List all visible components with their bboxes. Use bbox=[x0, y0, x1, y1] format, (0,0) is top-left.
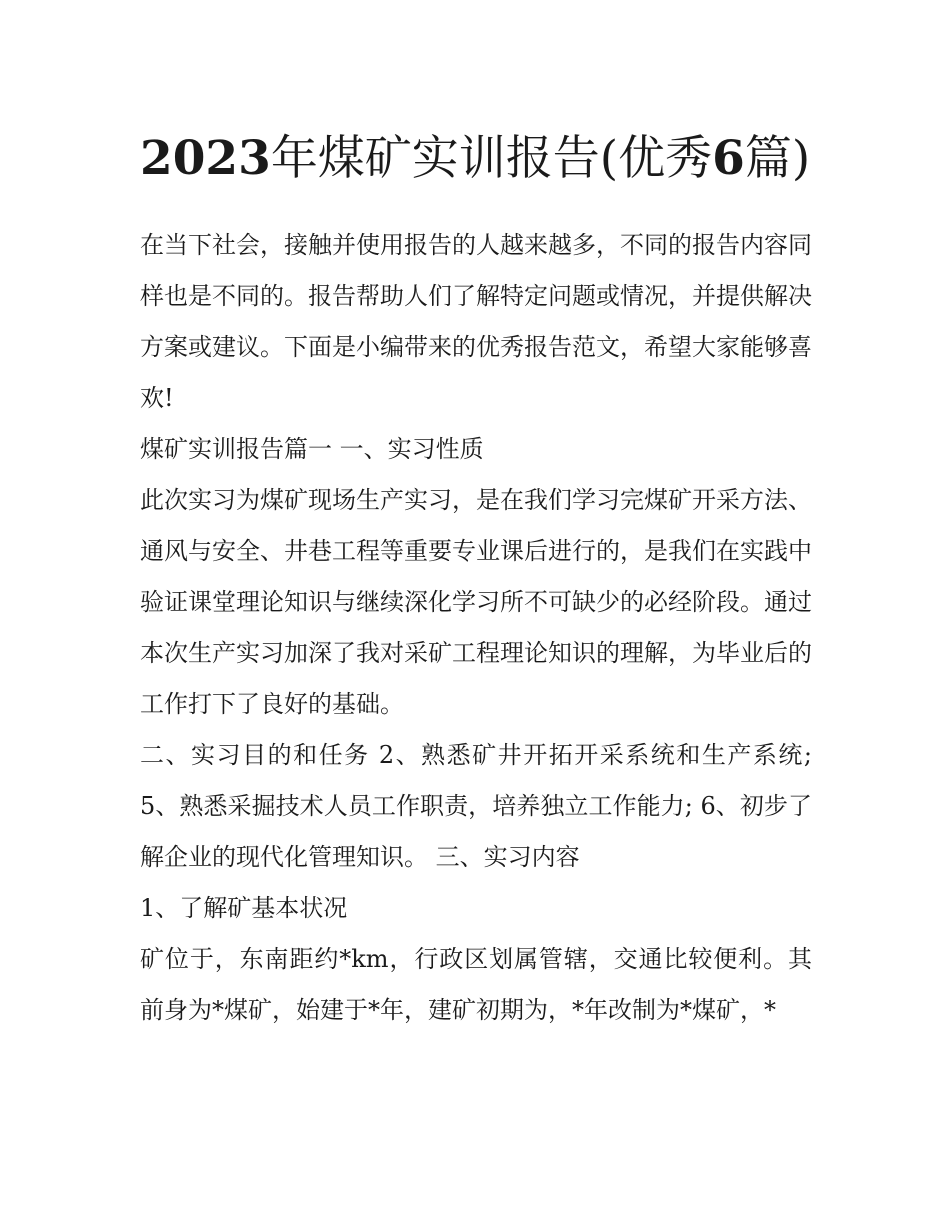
document-page bbox=[140, 112, 812, 1036]
title-suffix: 篇) bbox=[744, 131, 811, 186]
document-title bbox=[140, 112, 812, 206]
title-count: 6 bbox=[712, 131, 745, 186]
intro-paragraph: 在当下社会，接触并使用报告的人越来越多，不同的报告内容同样也是不同的。报告帮助人们了解特定问题或情况，并提供解决方案或建议。下面是小编带来的优秀报告范文，希望大家能够喜欢! bbox=[140, 231, 812, 412]
title-year: 2023 bbox=[140, 131, 271, 186]
internship-goals-paragraph: 二、实习目的和任务 2、熟悉矿井开拓开采系统和生产系统; 5、熟悉采掘技术人员工作职责，培养独立工作能力; 6、初步了解企业的现代化管理知识。 三、实习内容 bbox=[140, 741, 812, 871]
subsection-heading-mine-overview: 1、了解矿基本状况 bbox=[140, 894, 348, 922]
title-text: 年煤矿实训报告(优秀 bbox=[270, 131, 713, 186]
mine-overview-paragraph: 矿位于，东南距约*km，行政区划属管辖，交通比较便利。其前身为*煤矿，始建于*年，建矿初期为，*年改制为*煤矿，* bbox=[140, 945, 812, 1024]
internship-nature-paragraph: 此次实习为煤矿现场生产实习，是在我们学习完煤矿开采方法、通风与安全、井巷工程等重要专业课后进行的，是我们在实践中验证课堂理论知识与继续深化学习所不可缺少的必经阶段。通过本次生产实习加深了我对采矿工程理论知识的理解，为毕业后的工作打下了良好的基础。 bbox=[140, 486, 812, 718]
section-heading-part-one: 煤矿实训报告篇一 一、实习性质 bbox=[140, 435, 484, 463]
